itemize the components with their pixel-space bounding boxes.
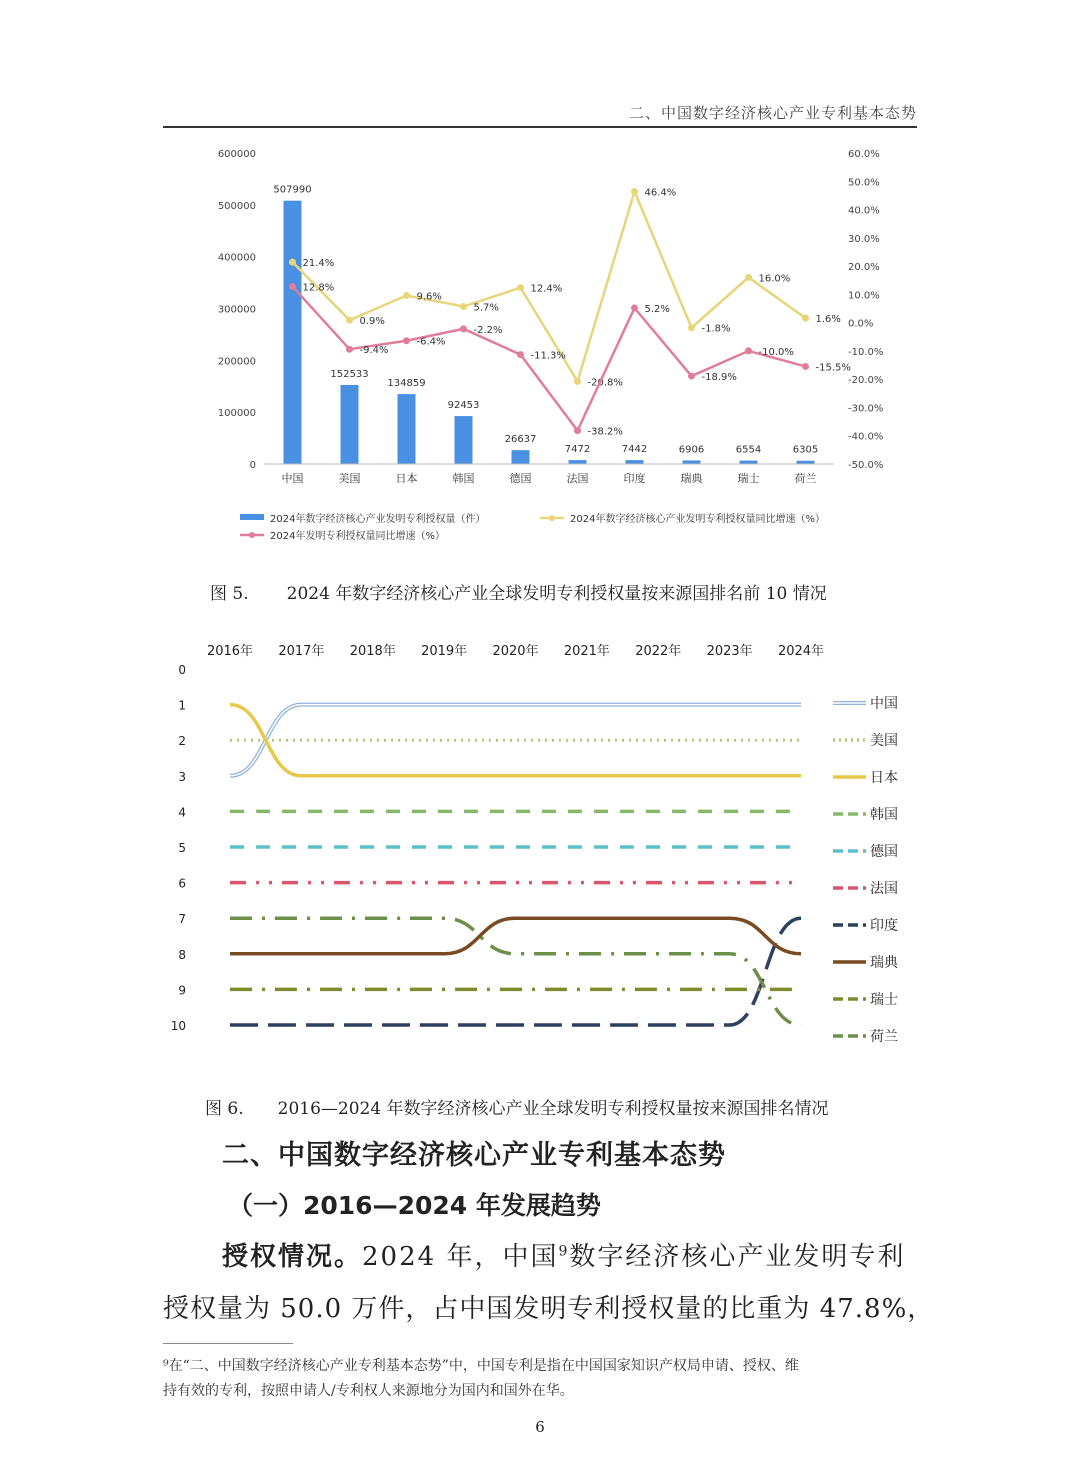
right-axis-tick-label: 20.0% — [848, 262, 880, 274]
growth-point — [517, 351, 524, 358]
growth-point — [631, 188, 638, 195]
growth-point — [745, 274, 752, 281]
growth-point — [745, 347, 752, 354]
growth-point — [403, 337, 410, 344]
growth-value-label: 16.0% — [758, 273, 791, 285]
growth-value-label: -15.5% — [815, 362, 851, 374]
growth-point — [688, 373, 695, 380]
category-label: 日本 — [395, 472, 418, 485]
growth-value-label: 0.9% — [359, 316, 385, 328]
page-number: 6 — [535, 1418, 545, 1436]
rank-tick-label: 1 — [178, 698, 186, 713]
figure6-caption-number: 图 6. — [205, 1099, 244, 1119]
bar — [740, 461, 758, 464]
rank-tick-label: 8 — [178, 947, 186, 962]
growth-value-label: 12.8% — [302, 282, 335, 294]
bar-value-label: 6554 — [735, 444, 762, 456]
footnote-rule — [163, 1343, 293, 1344]
bar — [284, 201, 302, 464]
category-label: 德国 — [509, 472, 532, 485]
left-axis-tick-label: 0 — [249, 460, 256, 471]
legend-label: 日本 — [870, 770, 898, 786]
growth-value-label: -2.2% — [473, 324, 503, 336]
bar-value-label: 6906 — [678, 444, 705, 456]
growth-value-label: -11.3% — [530, 350, 566, 362]
section-heading: 二、中国数字经济核心产业专利基本态势 — [222, 1140, 726, 1171]
year-label: 2020年 — [492, 644, 539, 659]
right-axis-tick-label: 40.0% — [848, 205, 880, 217]
growth-point — [574, 378, 581, 385]
growth-value-label: 46.4% — [644, 187, 677, 199]
growth-point — [289, 283, 296, 290]
legend-swatch-marker — [549, 515, 555, 521]
bar-value-label: 7442 — [621, 444, 648, 456]
figure5-chart — [0, 130, 1080, 560]
growth-point — [574, 427, 581, 434]
growth-value-label: -1.8% — [701, 323, 731, 335]
legend-label: 德国 — [870, 844, 898, 860]
right-axis-tick-label: -20.0% — [848, 375, 884, 387]
footnote-ref: 9 — [558, 1243, 570, 1260]
rank-tick-label: 7 — [178, 912, 186, 927]
bar-value-label: 92453 — [447, 400, 480, 412]
rank-tick-label: 3 — [178, 769, 186, 784]
body-paragraph-line-2: 授权量为 50.0 万件，占中国发明专利授权量的比重为 47.8%， — [163, 1294, 935, 1324]
rank-tick-label: 4 — [178, 805, 186, 820]
bar — [626, 460, 644, 464]
figure6-chart — [0, 630, 1080, 1060]
legend-label: 中国 — [870, 696, 898, 712]
legend-label: 2024年数字经济核心产业发明专利授权量（件） — [270, 514, 486, 525]
year-label: 2022年 — [635, 644, 682, 659]
legend-label: 美国 — [870, 733, 898, 749]
growth-point — [460, 303, 467, 310]
legend-label: 印度 — [870, 918, 898, 934]
right-axis-tick-label: 30.0% — [848, 233, 880, 245]
left-axis-tick-label: 100000 — [217, 408, 256, 420]
growth-value-label: 21.4% — [302, 258, 335, 270]
bar — [341, 385, 359, 464]
growth-point — [289, 259, 296, 266]
year-label: 2016年 — [206, 644, 254, 659]
legend-label: 荷兰 — [870, 1029, 898, 1045]
right-axis-tick-label: -50.0% — [848, 460, 884, 471]
figure5-caption-number: 图 5. — [210, 584, 249, 604]
category-label: 美国 — [338, 472, 361, 485]
figure5-caption-text: 2024 年数字经济核心产业全球发明专利授权量按来源国排名前 10 情况 — [286, 584, 827, 604]
growth-point — [802, 315, 809, 322]
bar-value-label: 26637 — [504, 434, 537, 446]
growth-point — [517, 284, 524, 291]
body-paragraph-line-1 — [222, 1236, 905, 1273]
growth-point — [346, 317, 353, 324]
legend-swatch-bar — [240, 514, 264, 520]
category-label: 中国 — [281, 472, 304, 485]
legend-label: 2024年发明专利授权量同比增速（%） — [270, 531, 445, 542]
growth-value-label: 9.6% — [416, 291, 442, 303]
legend-label: 法国 — [870, 881, 898, 897]
bar-value-label: 507990 — [273, 184, 312, 196]
left-axis-tick-label: 200000 — [217, 356, 256, 368]
legend-swatch-marker — [249, 532, 255, 538]
legend-label: 瑞典 — [870, 955, 898, 971]
rank-line-8 — [230, 918, 801, 954]
header-rule — [163, 126, 917, 128]
bar — [455, 416, 473, 464]
paragraph-text-1a: 2024 年，中国 — [362, 1242, 559, 1272]
year-label: 2024年 — [777, 644, 825, 659]
growth-value-label: -18.9% — [701, 372, 737, 384]
legend-label: 2024年数字经济核心产业发明专利授权量同比增速（%） — [570, 514, 825, 525]
left-axis-tick-label: 600000 — [217, 149, 256, 160]
year-label: 2018年 — [349, 644, 396, 659]
right-axis-tick-label: 10.0% — [848, 290, 880, 302]
bar-value-label: 152533 — [330, 368, 369, 380]
running-head: 二、中国数字经济核心产业专利基本态势 — [628, 104, 917, 122]
year-label: 2017年 — [278, 644, 325, 659]
growth-value-label: 12.4% — [530, 283, 563, 295]
legend-label: 韩国 — [870, 807, 898, 823]
right-axis-tick-label: 60.0% — [848, 149, 880, 160]
right-axis-tick-label: 0.0% — [848, 318, 874, 330]
category-label: 法国 — [566, 472, 589, 485]
left-axis-tick-label: 300000 — [217, 304, 256, 316]
growth-point — [460, 325, 467, 332]
year-label: 2019年 — [421, 644, 468, 659]
bar-value-label: 134859 — [387, 378, 426, 390]
rank-tick-label: 9 — [178, 983, 186, 998]
rank-tick-label: 6 — [178, 876, 186, 891]
rank-tick-label: 10 — [170, 1019, 186, 1033]
right-axis-tick-label: -30.0% — [848, 403, 884, 415]
growth-point — [403, 292, 410, 299]
bar — [569, 460, 587, 464]
paragraph-text-1b: 数字经济核心产业发明专利 — [569, 1242, 906, 1272]
figure6-caption-text: 2016—2024 年数字经济核心产业全球发明专利授权量按来源国排名情况 — [277, 1099, 829, 1119]
growth-value-label: -9.4% — [359, 345, 389, 357]
growth-point — [631, 304, 638, 311]
rank-line-10 — [230, 918, 801, 1025]
growth-point — [802, 363, 809, 370]
growth-value-label: 5.2% — [644, 303, 670, 315]
category-label: 韩国 — [452, 472, 475, 485]
category-label: 荷兰 — [794, 472, 817, 485]
year-label: 2023年 — [706, 644, 753, 659]
bar — [683, 460, 701, 464]
rank-tick-label: 5 — [178, 841, 186, 855]
rank-line-7 — [230, 918, 801, 1025]
growth-value-label: 5.7% — [473, 302, 499, 314]
category-label: 瑞典 — [680, 472, 703, 485]
rank-tick-label: 2 — [178, 734, 186, 749]
right-axis-tick-label: -40.0% — [848, 431, 884, 443]
growth-value-label: -38.2% — [587, 426, 623, 438]
paragraph-lead: 授权情况。 — [222, 1242, 363, 1272]
figure6-caption — [205, 1094, 829, 1119]
category-label: 印度 — [623, 472, 646, 485]
growth-value-label: -10.0% — [758, 346, 794, 358]
growth-value-label: -20.8% — [587, 377, 623, 389]
category-label: 瑞士 — [737, 472, 760, 485]
legend-label: 瑞士 — [870, 992, 898, 1008]
left-axis-tick-label: 400000 — [217, 252, 256, 264]
footnote-line-2: 持有效的专利，按照申请人/专利权人来源地分为国内和国外在华。 — [163, 1383, 574, 1399]
right-axis-tick-label: -10.0% — [848, 346, 884, 358]
growth-point — [688, 324, 695, 331]
figure5-caption — [210, 579, 827, 604]
growth-value-label: 1.6% — [815, 314, 841, 326]
footnote-line-1: ⁹在“二、中国数字经济核心产业专利基本态势”中，中国专利是指在中国国家知识产权局申请、授权、维 — [163, 1358, 799, 1374]
subsection-heading: （一）2016—2024 年发展趋势 — [228, 1191, 601, 1220]
bar — [512, 450, 530, 464]
growth-value-label: -6.4% — [416, 336, 446, 348]
rank-tick-label: 0 — [178, 663, 186, 677]
left-axis-tick-label: 500000 — [217, 200, 256, 212]
growth-point — [346, 346, 353, 353]
bar — [398, 394, 416, 464]
bar-value-label: 6305 — [792, 444, 819, 456]
bar-value-label: 7472 — [564, 444, 591, 456]
right-axis-tick-label: 50.0% — [848, 177, 880, 189]
year-label: 2021年 — [563, 644, 610, 659]
